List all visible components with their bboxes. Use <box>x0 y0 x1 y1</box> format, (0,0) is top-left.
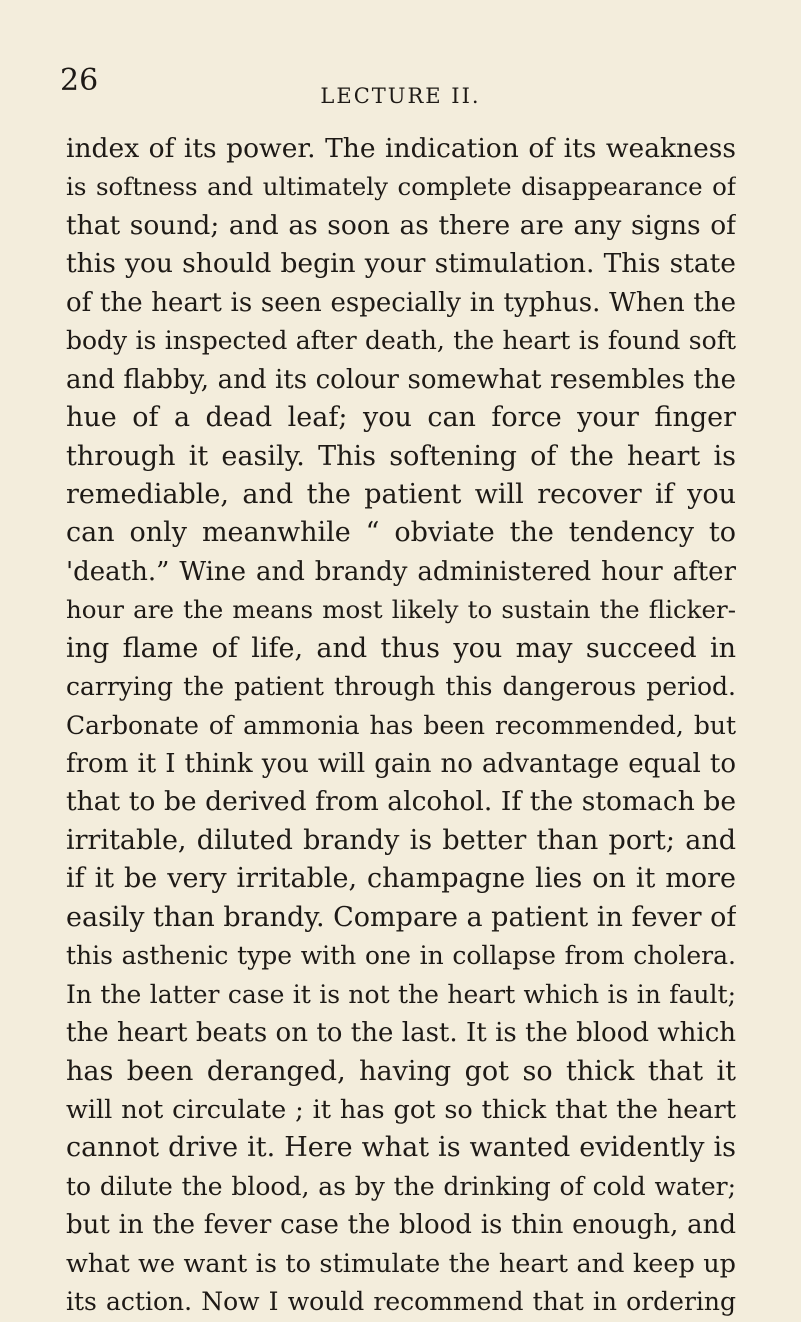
text-line: what we want is to stimulate the heart and keep up <box>66 1248 736 1279</box>
text-line: remediable, and the patient will recover if you <box>66 478 736 510</box>
text-line: if it be very irritable, champagne lies on it more <box>66 863 736 895</box>
text-line: irritable, diluted brandy is better than port; and <box>66 824 736 856</box>
text-line: can only meanwhile “ obviate the tendency to <box>66 517 736 549</box>
text-line: In the latter case it is not the heart which is in fault; <box>66 979 736 1009</box>
text-line: easily than brandy. Compare a patient in fever of <box>66 901 736 933</box>
text-line: from it I think you will gain no advantage equal to <box>66 749 736 779</box>
page-number: 26 <box>60 63 99 98</box>
text-line: that sound; and as soon as there are any signs of <box>66 209 736 241</box>
text-line: is softness and ultimately complete disappearance of <box>66 172 736 202</box>
body-text <box>66 130 736 1322</box>
text-line: its action. Now I would recommend that in ordering <box>66 1287 736 1317</box>
text-line: this you should begin your stimulation. This state <box>66 248 736 280</box>
text-line: carrying the patient through this dangerous period. <box>66 672 736 702</box>
text-line: cannot drive it. Here what is wanted evidently is <box>66 1132 736 1164</box>
text-line: 'death.” Wine and brandy administered hour after <box>66 556 736 587</box>
text-line: ing flame of life, and thus you may succeed in <box>66 632 736 664</box>
text-line: Carbonate of ammonia has been recommended, but <box>66 710 736 740</box>
text-line: and flabby, and its colour somewhat resembles the <box>66 364 736 395</box>
running-head: LECTURE II. <box>320 84 481 108</box>
text-line: the heart beats on to the last. It is the blood which <box>66 1018 736 1049</box>
text-line: hour are the means most likely to sustain the flicker- <box>66 595 736 625</box>
text-line: hue of a dead leaf; you can force your finger <box>66 402 736 434</box>
text-line: this asthenic type with one in collapse from cholera. <box>66 941 736 971</box>
text-line: will not circulate ; it has got so thick that the heart <box>66 1094 736 1125</box>
text-line: but in the fever case the blood is thin enough, and <box>66 1210 736 1241</box>
text-line: index of its power. The indication of its weakness <box>66 133 736 164</box>
text-line: through it easily. This softening of the heart is <box>66 440 736 472</box>
text-line: that to be derived from alcohol. If the stomach be <box>66 786 736 818</box>
text-line: has been deranged, having got so thick that it <box>66 1055 736 1087</box>
text-line: to dilute the blood, as by the drinking of cold water; <box>66 1171 736 1201</box>
text-line: body is inspected after death, the heart is found soft <box>66 326 736 356</box>
text-line: of the heart is seen especially in typhus. When the <box>66 287 736 318</box>
